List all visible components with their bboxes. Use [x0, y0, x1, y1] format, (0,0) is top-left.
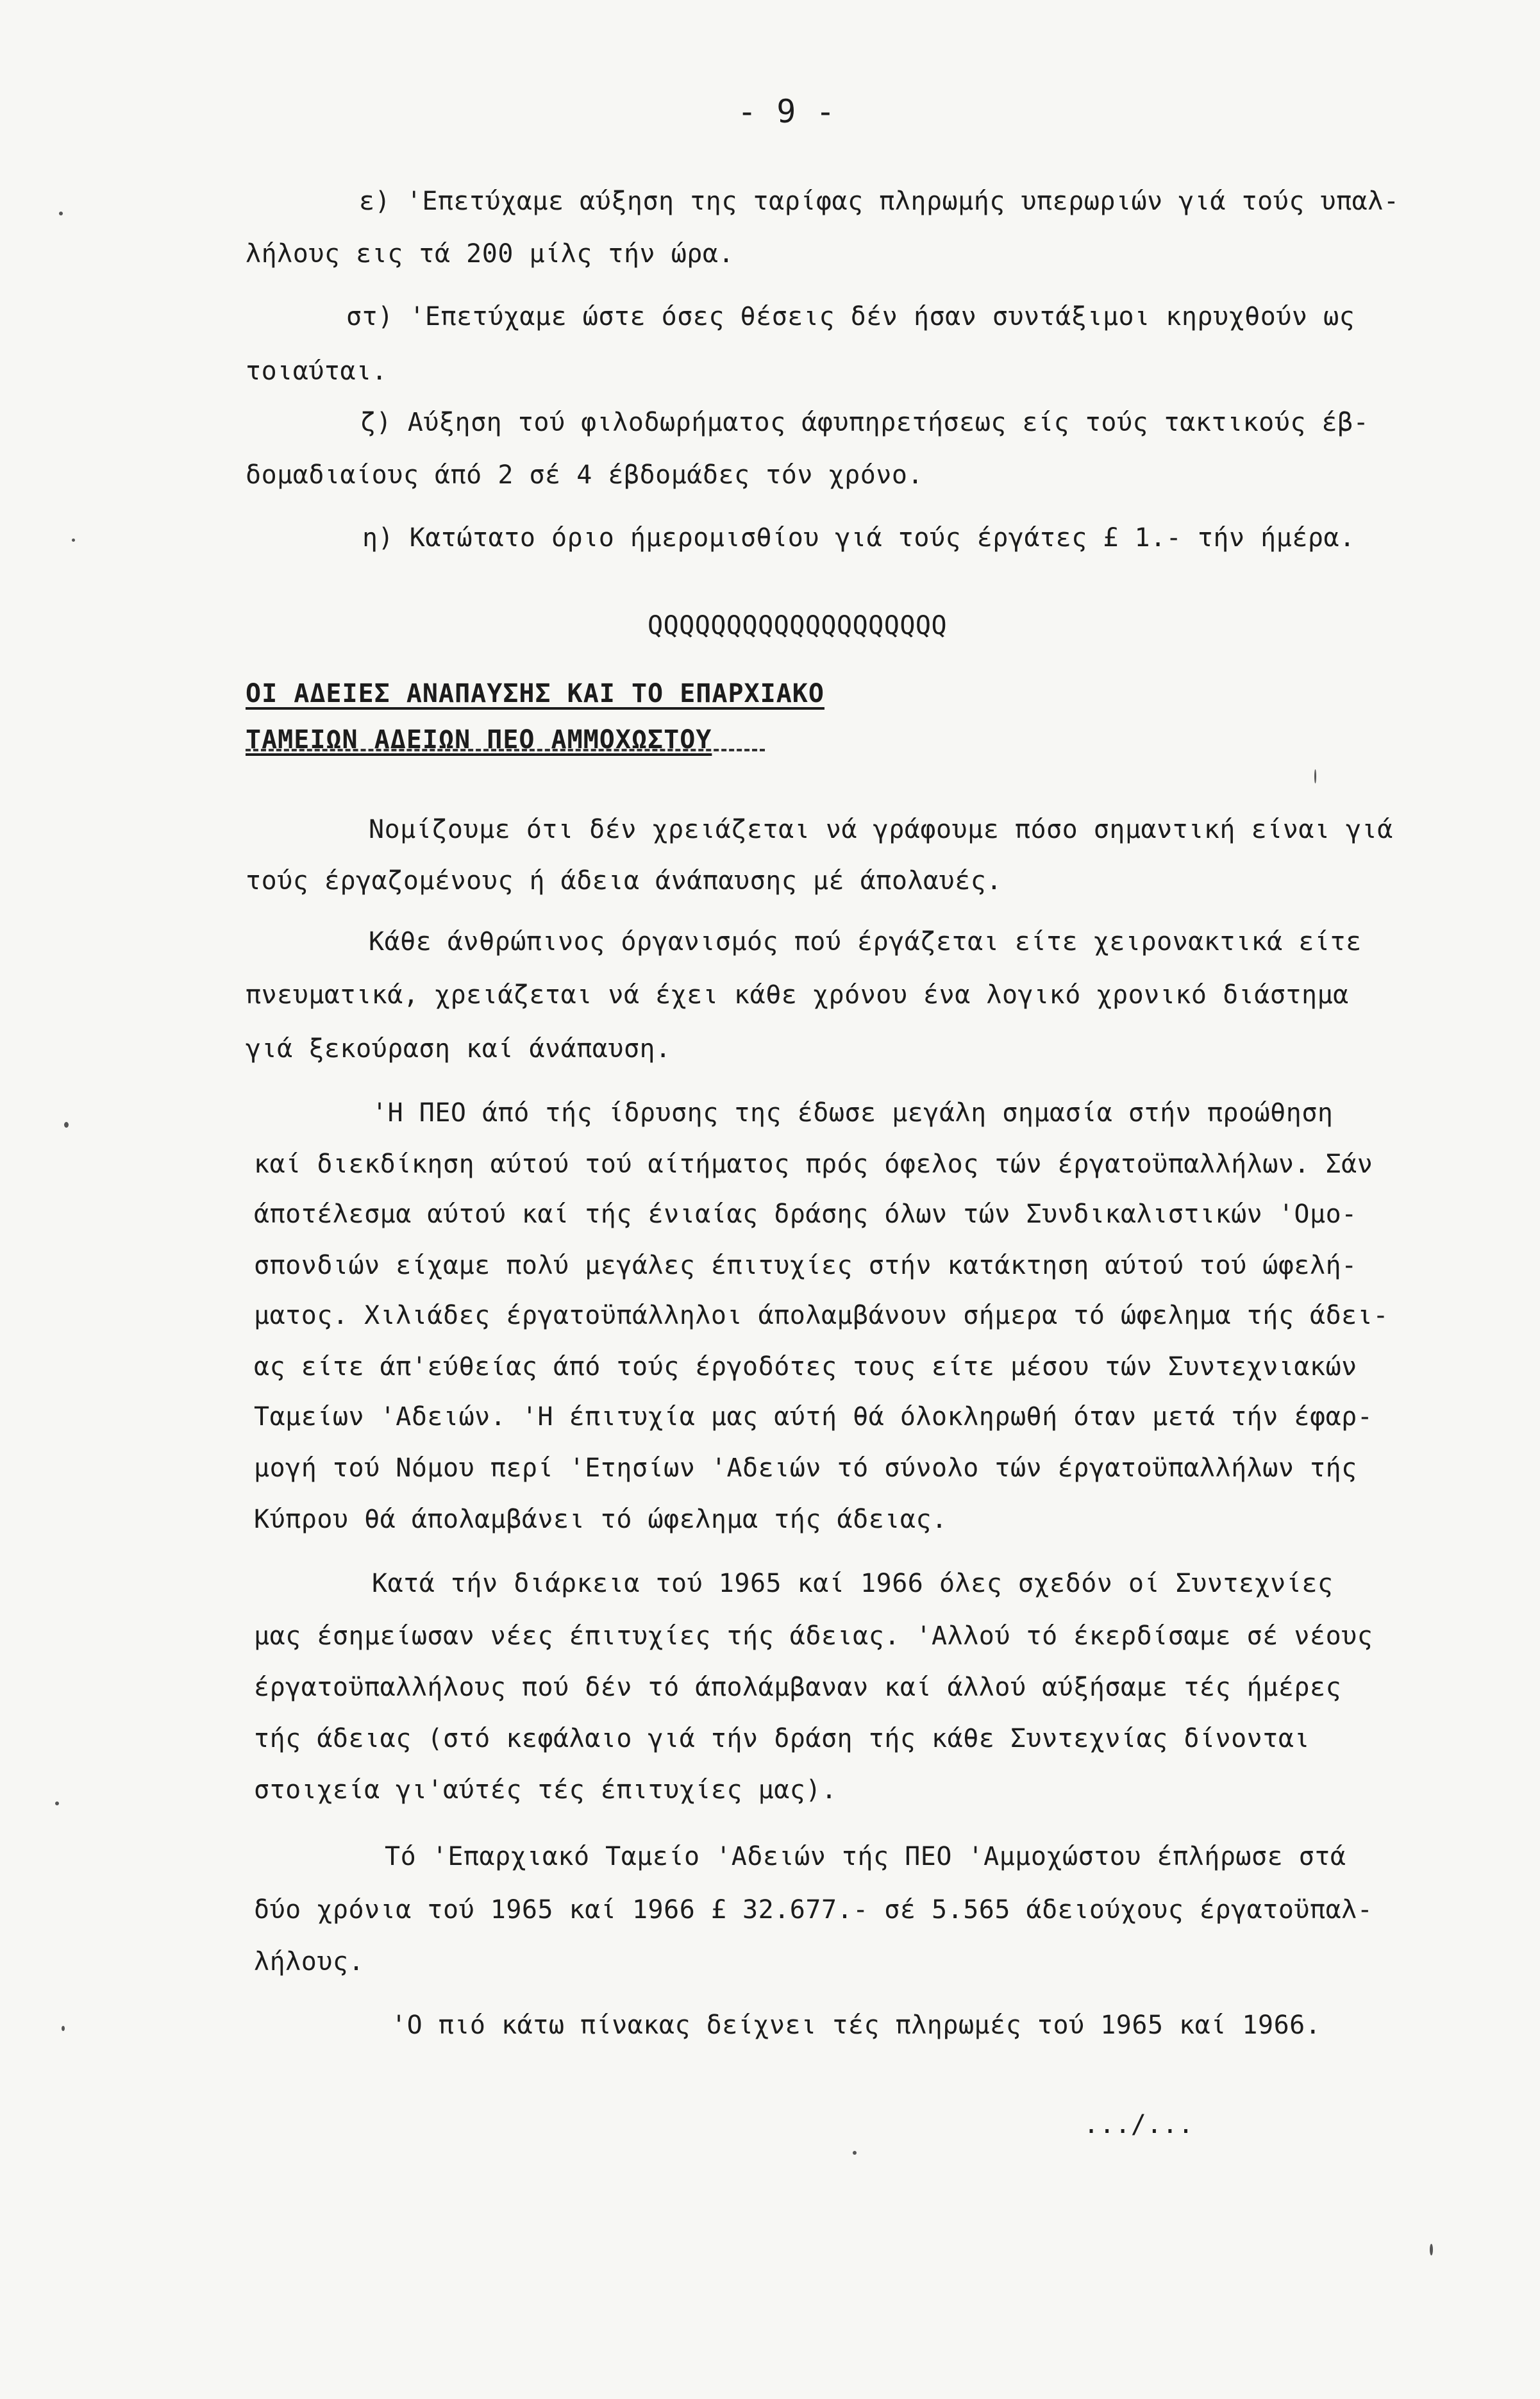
text-line: στοιχεία γι'αύτές τές έπιτυχίες μας).	[254, 1775, 837, 1805]
page-number: - 9 -	[737, 93, 836, 130]
text-line: λήλους.	[254, 1947, 365, 1977]
scan-speck	[72, 539, 75, 542]
text-line: άποτέλεσμα αύτού καί τής ένιαίας δράσης όλων τών Συνδικαλιστικών 'Ομο-	[254, 1200, 1357, 1229]
text-line: τής άδειας (στό κεφάλαιο γιά τήν δράση τής κάθε Συντεχνίας δίνονται	[254, 1724, 1310, 1753]
section-heading: ΤΑΜΕΙΩΝ ΑΔΕΙΩΝ ΠΕΟ ΑΜΜΟΧΩΣΤΟΥ	[246, 725, 712, 755]
text-line: ας είτε άπ'εύθείας άπό τούς έργοδότες τους είτε μέσου τών Συντεχνιακών	[254, 1352, 1357, 1382]
section-heading: ΟΙ ΑΔΕΙΕΣ ΑΝΑΠΑΥΣΗΣ ΚΑΙ ΤΟ ΕΠΑΡΧΙΑΚΟ	[246, 679, 824, 708]
text-line: τοιαύται.	[246, 356, 388, 386]
text-line: γιά ξεκούραση καί άνάπαυση.	[246, 1034, 671, 1064]
scan-speck	[55, 1801, 59, 1805]
text-line: 'Ο πιό κάτω πίνακας δείχνει τές πληρωμές τού 1965 καί 1966.	[391, 2010, 1321, 2040]
text-line: ματος. Χιλιάδες έργατοϋπάλληλοι άπολαμβάνουν σήμερα τό ώφελημα τής άδει-	[254, 1301, 1389, 1330]
text-line: σπονδιών είχαμε πολύ μεγάλες έπιτυχίες στήν κατάκτηση αύτού τού ώφελή-	[254, 1251, 1357, 1280]
text-line: Κατά τήν διάρκεια τού 1965 καί 1966 όλες σχεδόν οί Συντεχνίες	[372, 1569, 1334, 1598]
text-line: δύο χρόνια τού 1965 καί 1966 £ 32.677.- σέ 5.565 άδειούχους έργατοϋπαλ-	[254, 1895, 1373, 1925]
scan-speck	[64, 1122, 69, 1128]
section-separator: QQQQQQQQQQQQQQQQQQQ	[648, 611, 948, 640]
continuation-mark: .../...	[1084, 2110, 1194, 2139]
text-line: Νομίζουμε ότι δέν χρειάζεται νά γράφουμε πόσο σημαντική είναι γιά	[369, 815, 1393, 844]
scan-speck	[62, 2026, 65, 2031]
text-line: καί διεκδίκηση αύτού τού αίτήματος πρός όφελος τών έργατοϋπαλλήλων. Σάν	[254, 1149, 1373, 1179]
text-line: τούς έργαζομένους ή άδεια άνάπαυσης μέ άπολαυές.	[246, 866, 1002, 896]
scan-speck	[853, 2151, 857, 2155]
text-line: έργατοϋπαλλήλους πού δέν τό άπολάμβαναν καί άλλού αύξήσαμε τές ήμέρες	[254, 1673, 1342, 1702]
text-line: Κύπρου θά άπολαμβάνει τό ώφελημα τής άδειας.	[254, 1505, 948, 1534]
scan-speck	[1430, 2244, 1433, 2255]
text-line: μας έσημείωσαν νέες έπιτυχίες τής άδειας. 'Αλλού τό έκερδίσαμε σέ νέους	[254, 1621, 1373, 1651]
text-line: Τό 'Επαρχιακό Ταμείο 'Αδειών τής ΠΕΟ 'Αμμοχώστου έπλήρωσε στά	[385, 1842, 1346, 1871]
heading-underline-dashes	[246, 749, 765, 751]
text-line: η) Κατώτατο όριο ήμερομισθίου γιά τούς έργάτες £ 1.- τήν ήμέρα.	[362, 523, 1355, 553]
text-line: λήλους εις τά 200 μίλς τήν ώρα.	[246, 239, 735, 269]
text-line: ζ) Αύξηση τού φιλοδωρήματος άφυπηρετήσεως είς τούς τακτικούς έβ-	[360, 408, 1369, 437]
scan-speck	[1314, 769, 1316, 783]
text-line: δομαδιαίους άπό 2 σέ 4 έβδομάδες τόν χρόνο.	[246, 460, 924, 490]
text-line: Ταμείων 'Αδειών. 'Η έπιτυχία μας αύτή θά όλοκληρωθή όταν μετά τήν έφαρ-	[254, 1402, 1373, 1432]
text-line: πνευματικά, χρειάζεται νά έχει κάθε χρόνου ένα λογικό χρονικό διάστημα	[246, 980, 1349, 1010]
text-line: μογή τού Νόμου περί 'Ετησίων 'Αδειών τό σύνολο τών έργατοϋπαλλήλων τής	[254, 1453, 1357, 1483]
text-line: στ) 'Επετύχαμε ώστε όσες θέσεις δέν ήσαν συντάξιμοι κηρυχθούν ως	[346, 302, 1355, 331]
scan-speck	[59, 212, 63, 215]
text-line: 'Η ΠΕΟ άπό τής ίδρυσης της έδωσε μεγάλη σημασία στήν προώθηση	[372, 1098, 1334, 1128]
text-line: ε) 'Επετύχαμε αύξηση της ταρίφας πληρωμής υπερωριών γιά τούς υπαλ-	[359, 187, 1400, 216]
text-line: Κάθε άνθρώπινος όργανισμός πού έργάζεται είτε χειρονακτικά είτε	[369, 927, 1362, 957]
